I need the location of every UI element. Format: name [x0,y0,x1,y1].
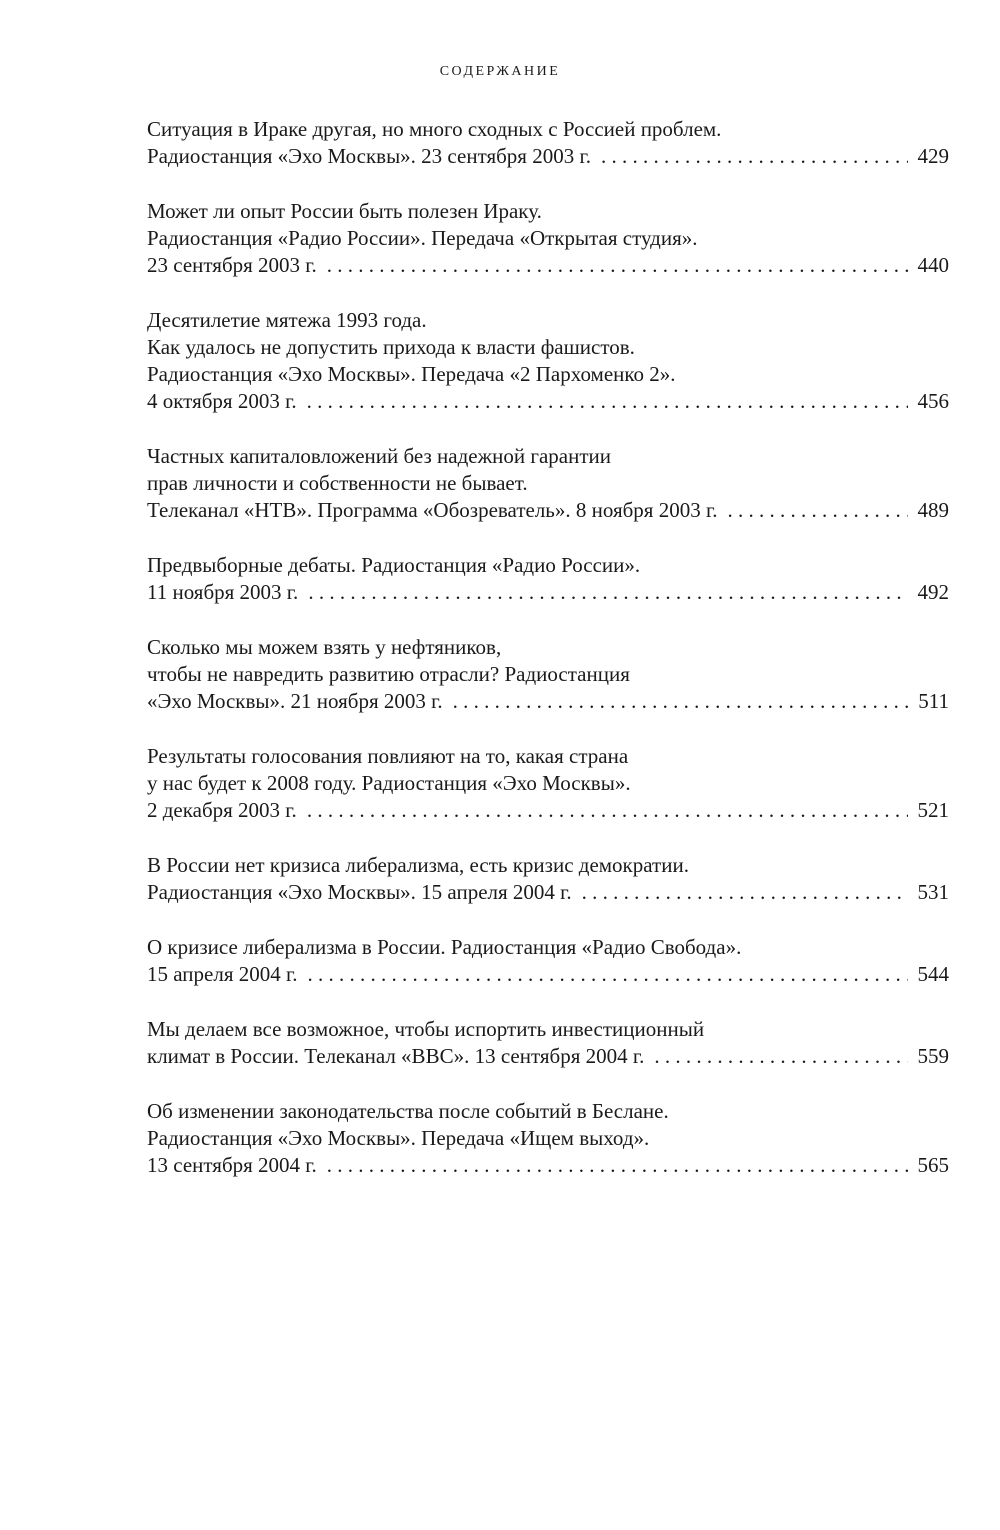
entry-source: 13 сентября 2004 г. [147,1153,317,1177]
page-number: 544 [917,962,949,986]
toc-entry [147,116,949,170]
page-number: 429 [917,144,949,168]
toc-entry [147,852,949,906]
entry-source: климат в России. Телеканал «ВВС». 13 сентября 2004 г. [147,1044,645,1068]
entry-last-line [147,1043,949,1070]
entry-last-line [147,497,949,524]
dot-leader [453,688,909,715]
toc-entry [147,1016,949,1070]
entry-title-line: Сколько мы можем взять у нефтяников, [147,635,502,659]
page-number: 440 [917,253,949,277]
toc-entry [147,634,949,715]
toc-entry [147,743,949,824]
toc-entry [147,934,949,988]
entry-last-line [147,388,949,415]
toc-entry [147,198,949,279]
entry-last-line [147,143,949,170]
entry-last-line [147,688,949,715]
entry-last-line [147,1152,949,1179]
dot-leader [582,879,908,906]
entry-title-line: Предвыборные дебаты. Радиостанция «Радио России». [147,553,641,577]
dot-leader [327,1152,908,1179]
entry-last-line [147,252,949,279]
dot-leader [727,497,907,524]
entry-source: Радиостанция «Эхо Москвы». 23 сентября 2003 г. [147,144,591,168]
entry-title-line: у нас будет к 2008 году. Радиостанция «Эхо Москвы». [147,771,631,795]
dot-leader [308,961,908,988]
page-number: 521 [917,798,949,822]
toc-entry [147,443,949,524]
entry-source: «Эхо Москвы». 21 ноября 2003 г. [147,689,443,713]
entry-last-line [147,579,949,606]
entry-last-line [147,961,949,988]
table-of-contents [147,116,949,1207]
entry-source: 4 октября 2003 г. [147,389,297,413]
entry-title-line: прав личности и собственности не бывает. [147,471,528,495]
dot-leader [601,143,908,170]
page-number: 531 [917,880,949,904]
dot-leader [308,579,907,606]
entry-source: 2 декабря 2003 г. [147,798,297,822]
page-number: 456 [917,389,949,413]
toc-entry [147,1098,949,1179]
entry-title-line: Радиостанция «Радио России». Передача «Открытая студия». [147,226,698,250]
toc-entry [147,552,949,606]
entry-title-line: Мы делаем все возможное, чтобы испортить инвестиционный [147,1017,705,1041]
entry-title-line: Результаты голосования повлияют на то, какая страна [147,744,629,768]
page-number: 559 [917,1044,949,1068]
page-number: 565 [917,1153,949,1177]
entry-title-line: Частных капиталовложений без надежной гарантии [147,444,611,468]
running-head: СОДЕРЖАНИЕ [439,64,561,79]
dot-leader [307,388,908,415]
entry-source: 23 сентября 2003 г. [147,253,317,277]
entry-source: Радиостанция «Эхо Москвы». 15 апреля 2004 г. [147,880,572,904]
entry-title-line: Ситуация в Ираке другая, но много сходных с Россией проблем. [147,117,722,141]
entry-title-line: Об изменении законодательства после событий в Беслане. [147,1099,669,1123]
toc-entry [147,307,949,415]
entry-source: Телеканал «НТВ». Программа «Обозреватель». 8 ноября 2003 г. [147,498,718,522]
dot-leader [307,797,908,824]
entry-title-line: Радиостанция «Эхо Москвы». Передача «2 Пархоменко 2». [147,362,676,386]
dot-leader [654,1043,907,1070]
entry-title-line: О кризисе либерализма в России. Радиостанция «Радио Свобода». [147,935,742,959]
page-number: 492 [917,580,949,604]
entry-title-line: Радиостанция «Эхо Москвы». Передача «Ищем выход». [147,1126,650,1150]
entry-title-line: чтобы не навредить развитию отрасли? Радиостанция [147,662,630,686]
page-number: 489 [917,498,949,522]
page-number: 511 [918,689,949,713]
entry-title-line: Десятилетие мятежа 1993 года. [147,308,427,332]
entry-last-line [147,879,949,906]
entry-last-line [147,797,949,824]
entry-title-line: Может ли опыт России быть полезен Ираку. [147,199,542,223]
entry-source: 11 ноября 2003 г. [147,580,299,604]
entry-title-line: В России нет кризиса либерализма, есть кризис демократии. [147,853,689,877]
dot-leader [327,252,908,279]
entry-source: 15 апреля 2004 г. [147,962,298,986]
entry-title-line: Как удалось не допустить прихода к власти фашистов. [147,335,635,359]
